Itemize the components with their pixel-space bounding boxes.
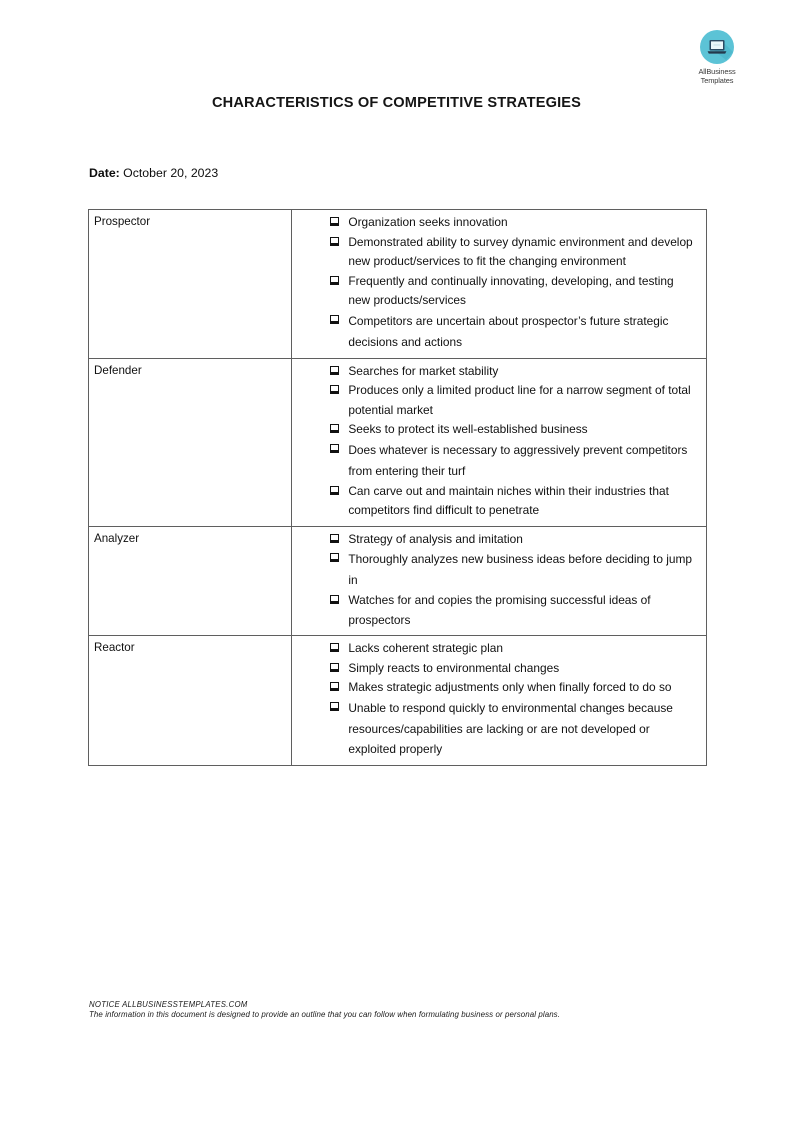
list-item[interactable] xyxy=(292,420,698,440)
strategy-items-cell xyxy=(292,636,707,766)
table-body xyxy=(89,210,707,766)
strategy-items-cell xyxy=(292,526,707,635)
laptop-icon xyxy=(700,30,734,64)
list-item[interactable] xyxy=(292,549,698,591)
list-item-label: Unable to respond quickly to environmental changes because resources/capabilities are lacking or are not developed or exploited properly xyxy=(348,700,673,757)
list-item-label: Makes strategic adjustments only when finally forced to do so xyxy=(348,680,672,695)
checkbox-icon[interactable] xyxy=(330,444,339,453)
strategy-name: Analyzer xyxy=(94,531,140,545)
list-item-label: Produces only a limited product line for a narrow segment of total potential market xyxy=(348,383,691,417)
list-item-label: Simply reacts to environmental changes xyxy=(348,660,560,675)
list-item-label: Organization seeks innovation xyxy=(348,215,508,229)
checkbox-icon[interactable] xyxy=(330,315,339,324)
checkbox-icon[interactable] xyxy=(330,534,339,543)
list-item[interactable] xyxy=(292,440,698,482)
brand-logo xyxy=(686,30,748,86)
table-row xyxy=(89,636,707,766)
list-item-label: Demonstrated ability to survey dynamic environment and develop new product/services to fit the changing environment xyxy=(348,234,693,269)
date-label: Date: xyxy=(89,166,120,180)
list-item[interactable] xyxy=(292,311,698,353)
brand-line-2: Templates xyxy=(700,76,734,86)
checklist xyxy=(292,527,706,635)
table-row xyxy=(89,210,707,359)
list-item[interactable] xyxy=(292,362,698,382)
checkbox-icon[interactable] xyxy=(330,643,339,652)
list-item-label: Does whatever is necessary to aggressively prevent competitors from entering their turf xyxy=(348,442,688,478)
strategy-name-cell xyxy=(89,526,292,635)
checkbox-icon[interactable] xyxy=(330,424,339,433)
table-row xyxy=(89,526,707,635)
list-item[interactable] xyxy=(292,482,698,521)
list-item[interactable] xyxy=(292,381,698,420)
checkbox-icon[interactable] xyxy=(330,486,339,495)
list-item-label: Searches for market stability xyxy=(348,363,499,378)
strategy-items-cell xyxy=(292,358,707,526)
checkbox-icon[interactable] xyxy=(330,237,339,246)
table-row xyxy=(89,358,707,526)
list-item[interactable] xyxy=(292,659,698,679)
checklist xyxy=(292,636,706,765)
footer-disclaimer: The information in this document is designed to provide an outline that you can follow when formulating business or personal plans. xyxy=(89,1010,561,1020)
strategy-characteristics-table xyxy=(88,209,707,766)
footer-notice xyxy=(89,1000,709,1021)
list-item[interactable] xyxy=(292,698,698,760)
strategy-name: Defender xyxy=(94,363,142,377)
checklist xyxy=(292,359,706,526)
list-item-label: Seeks to protect its well-established business xyxy=(348,422,588,437)
list-item[interactable] xyxy=(292,591,698,630)
checkbox-icon[interactable] xyxy=(330,682,339,691)
list-item-label: Lacks coherent strategic plan xyxy=(348,641,503,656)
strategy-items-cell xyxy=(292,210,707,359)
strategy-name-cell xyxy=(89,210,292,359)
strategy-name: Prospector xyxy=(94,215,151,228)
list-item-label: Frequently and continually innovating, developing, and testing new products/services xyxy=(348,273,674,308)
footer-notice-line: NOTICE ALLBUSINESSTEMPLATES.COM xyxy=(89,1000,248,1009)
checkbox-icon[interactable] xyxy=(330,276,339,285)
checkbox-icon[interactable] xyxy=(330,385,339,394)
page-title: CHARACTERISTICS OF COMPETITIVE STRATEGIES xyxy=(211,95,582,111)
list-item[interactable] xyxy=(292,639,698,659)
checkbox-icon[interactable] xyxy=(330,663,339,672)
list-item-label: Can carve out and maintain niches within their industries that competitors find difficult to penetrate xyxy=(348,483,669,518)
strategy-name-cell xyxy=(89,636,292,766)
date-value: October 20, 2023 xyxy=(123,166,219,180)
date-line xyxy=(89,166,218,180)
checkbox-icon[interactable] xyxy=(330,217,339,226)
list-item[interactable] xyxy=(292,272,698,311)
list-item-label: Strategy of analysis and imitation xyxy=(348,531,523,546)
list-item[interactable] xyxy=(292,530,698,550)
brand-name xyxy=(686,67,748,86)
brand-line-1: AllBusiness xyxy=(698,67,736,76)
checkbox-icon[interactable] xyxy=(330,366,339,375)
checklist xyxy=(292,210,706,358)
list-item[interactable] xyxy=(292,233,698,272)
checkbox-icon[interactable] xyxy=(330,595,339,604)
list-item-label: Watches for and copies the promising successful ideas of prospectors xyxy=(348,592,651,627)
strategy-name-cell xyxy=(89,358,292,526)
list-item-label: Competitors are uncertain about prospector’s future strategic decisions and actions xyxy=(348,313,669,349)
list-item-label: Thoroughly analyzes new business ideas before deciding to jump in xyxy=(348,552,693,588)
list-item[interactable] xyxy=(292,678,698,698)
checkbox-icon[interactable] xyxy=(330,553,339,562)
strategy-name: Reactor xyxy=(94,641,135,655)
checkbox-icon[interactable] xyxy=(330,702,339,711)
list-item[interactable] xyxy=(292,213,698,233)
